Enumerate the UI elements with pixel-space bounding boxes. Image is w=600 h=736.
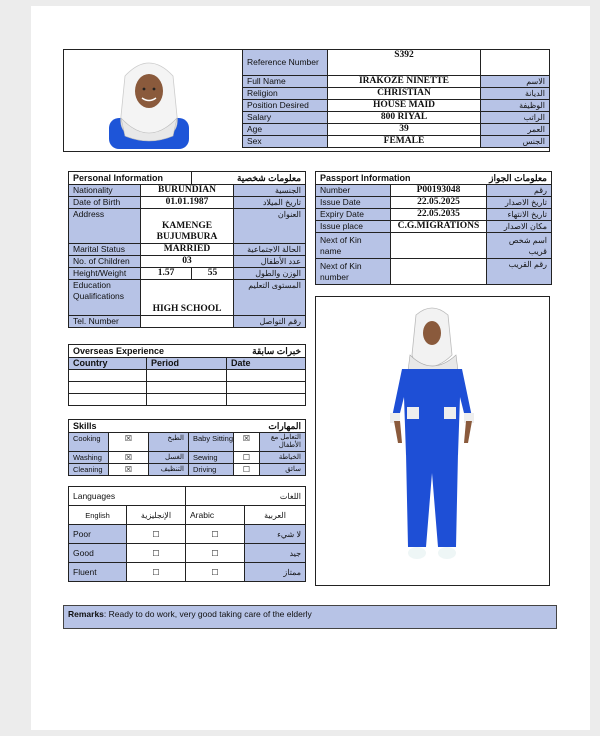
tel-ar: رقم التواصل: [234, 316, 306, 328]
skills-title: Skills: [69, 420, 189, 433]
education-ar: المستوى التعليم: [234, 280, 306, 316]
education-label: [69, 280, 141, 316]
age-label: Age: [243, 124, 328, 136]
kin-number-label: [316, 259, 391, 285]
skill-cleaning-checkbox[interactable]: ☒: [109, 464, 149, 476]
education-label-line2: Qualifications: [73, 291, 125, 301]
overseas-title-ar: خبرات سابقة: [227, 345, 306, 358]
passport-number-value: P00193048: [391, 185, 487, 197]
overseas-table: [68, 344, 306, 406]
skill-driving-ar: سائق: [260, 464, 306, 476]
skill-cleaning-label: Cleaning: [69, 464, 109, 476]
salary-label: Salary: [243, 112, 328, 124]
dob-value: 01.01.1987: [141, 197, 234, 209]
skill-cooking-ar: الطبخ: [149, 433, 189, 452]
skill-washing-checkbox[interactable]: ☒: [109, 452, 149, 464]
education-label-line1: Education: [73, 280, 111, 290]
religion-value: CHRISTIAN: [328, 88, 481, 100]
sex-value: FEMALE: [328, 136, 481, 148]
full-name-ar: الاسم: [481, 76, 550, 88]
remarks-text: : Ready to do work, very good taking care of the elderly: [103, 609, 312, 619]
issue-place-ar: مكان الاصدار: [487, 221, 552, 233]
address-line1: KAMENGE: [161, 221, 213, 231]
lang-poor-arabic-checkbox[interactable]: ☐: [186, 525, 245, 544]
age-value: 39: [328, 124, 481, 136]
lang-good-arabic-checkbox[interactable]: ☐: [186, 544, 245, 563]
skills-title-ar: المهارات: [189, 420, 306, 433]
address-value: [141, 209, 234, 244]
passport-number-ar: رقم: [487, 185, 552, 197]
cv-page: [31, 6, 590, 730]
overseas-cell: [147, 382, 227, 394]
position-label: Position Desired: [243, 100, 328, 112]
expiry-date-ar: تاريخ الانتهاء: [487, 209, 552, 221]
overseas-cell: [147, 394, 227, 406]
height-weight-label: Height/Weight: [69, 268, 141, 280]
kin-name-ar-line2: قريب: [528, 246, 547, 256]
kin-number-label-line1: Next of Kin: [320, 260, 362, 271]
skills-table: [68, 419, 306, 476]
dob-label: Date of Birth: [69, 197, 141, 209]
reference-value: S392: [328, 50, 481, 76]
lang-level-good: Good: [69, 544, 127, 563]
lang-arabic-label: Arabic: [186, 506, 245, 525]
tel-label: Tel. Number: [69, 316, 141, 328]
lang-fluent-english-checkbox[interactable]: ☐: [127, 563, 186, 582]
skill-sewing-ar: الخياطة: [260, 452, 306, 464]
full-name-value: IRAKOZE NINETTE: [328, 76, 481, 88]
kin-name-ar-line1: اسم شخص: [508, 235, 547, 245]
children-label: No. of Children: [69, 256, 141, 268]
skill-babysitting-label: Baby Sitting: [189, 433, 234, 452]
overseas-title: Overseas Experience: [69, 345, 227, 358]
marital-ar: الحالة الاجتماعية: [234, 244, 306, 256]
lang-english-label: English: [69, 506, 127, 525]
education-value: HIGH SCHOOL: [141, 280, 234, 316]
position-ar: الوظيفة: [481, 100, 550, 112]
header-table: [242, 49, 550, 148]
position-value: HOUSE MAID: [328, 100, 481, 112]
issue-date-label: Issue Date: [316, 197, 391, 209]
skill-sewing-checkbox[interactable]: ☐: [234, 452, 260, 464]
tel-value: [141, 316, 234, 328]
nationality-label: Nationality: [69, 185, 141, 197]
skill-cooking-checkbox[interactable]: ☒: [109, 433, 149, 452]
dob-ar: تاريخ الميلاد: [234, 197, 306, 209]
marital-value: MARRIED: [141, 244, 234, 256]
languages-title: Languages: [69, 487, 186, 506]
religion-ar: الديانة: [481, 88, 550, 100]
kin-number-value: [391, 259, 487, 285]
lang-fluent-arabic-checkbox[interactable]: ☐: [186, 563, 245, 582]
overseas-cell: [69, 382, 147, 394]
address-line2: BUJUMBURA: [156, 232, 218, 242]
passport-info-table: [315, 171, 552, 285]
height-weight-ar: الوزن والطول: [234, 268, 306, 280]
lang-level-fluent: Fluent: [69, 563, 127, 582]
children-ar: عدد الأطفال: [234, 256, 306, 268]
reference-label: Reference Number: [243, 50, 328, 76]
skill-babysitting-ar: [260, 433, 306, 452]
weight-value: 55: [192, 268, 234, 280]
languages-table: [68, 486, 306, 582]
age-ar: العمر: [481, 124, 550, 136]
personal-info-table: [68, 171, 306, 328]
lang-level-fluent-ar: ممتاز: [245, 563, 306, 582]
lang-good-english-checkbox[interactable]: ☐: [127, 544, 186, 563]
remarks-box: [63, 605, 557, 629]
overseas-col-period: Period: [147, 358, 227, 370]
issue-date-ar: تاريخ الاصدار: [487, 197, 552, 209]
skill-cleaning-ar: التنظيف: [149, 464, 189, 476]
issue-place-value: C.G.MIGRATIONS: [391, 221, 487, 233]
passport-title: Passport Information: [316, 172, 391, 185]
nationality-ar: الجنسية: [234, 185, 306, 197]
personal-title-ar: معلومات شخصية: [192, 172, 306, 185]
overseas-cell: [69, 370, 147, 382]
kin-name-ar: [487, 233, 552, 259]
overseas-cell: [227, 382, 306, 394]
overseas-col-date: Date: [227, 358, 306, 370]
full-name-label: Full Name: [243, 76, 328, 88]
portrait-photo: [103, 56, 195, 149]
children-value: 03: [141, 256, 234, 268]
kin-number-label-line2: number: [320, 271, 349, 282]
skill-babysitting-checkbox[interactable]: ☒: [234, 433, 260, 452]
marital-label: Marital Status: [69, 244, 141, 256]
lang-english-ar: الإنجليزية: [127, 506, 186, 525]
overseas-col-country: Country: [69, 358, 147, 370]
overseas-cell: [227, 370, 306, 382]
sex-label: Sex: [243, 136, 328, 148]
languages-title-ar: اللغات: [186, 487, 306, 506]
remarks-label: Remarks: [68, 609, 104, 619]
expiry-date-value: 22.05.2035: [391, 209, 487, 221]
overseas-cell: [227, 394, 306, 406]
skill-sewing-label: Sewing: [189, 452, 234, 464]
passport-title-ar: معلومات الجواز: [487, 172, 552, 185]
salary-ar: الراتب: [481, 112, 550, 124]
height-value: 1.57: [141, 268, 192, 280]
nationality-value: BURUNDIAN: [141, 185, 234, 197]
issue-place-label: Issue place: [316, 221, 391, 233]
overseas-cell: [147, 370, 227, 382]
skill-washing-ar: الغسل: [149, 452, 189, 464]
religion-label: Religion: [243, 88, 328, 100]
personal-title: Personal Information: [69, 172, 192, 185]
sex-ar: الجنس: [481, 136, 550, 148]
skill-cooking-label: Cooking: [69, 433, 109, 452]
lang-arabic-ar: العربية: [245, 506, 306, 525]
lang-level-poor-ar: لا شيء: [245, 525, 306, 544]
kin-name-label-line2: name: [320, 245, 342, 256]
issue-date-value: 22.05.2025: [391, 197, 487, 209]
lang-level-poor: Poor: [69, 525, 127, 544]
skill-driving-label: Driving: [189, 464, 234, 476]
skill-washing-label: Washing: [69, 452, 109, 464]
expiry-date-label: Expiry Date: [316, 209, 391, 221]
kin-name-label-line1: Next of Kin: [320, 234, 362, 245]
kin-number-ar: رقم القريب: [487, 259, 552, 285]
full-body-photo: [315, 296, 550, 586]
overseas-cell: [69, 394, 147, 406]
skill-driving-checkbox[interactable]: ☐: [234, 464, 260, 476]
skill-babysitting-ar-line2: الأطفال: [278, 442, 301, 449]
salary-value: 800 RIYAL: [328, 112, 481, 124]
passport-number-label: Number: [316, 185, 391, 197]
kin-name-label: [316, 233, 391, 259]
address-ar: العنوان: [234, 209, 306, 244]
address-label: Address: [69, 209, 141, 244]
kin-name-value: [391, 233, 487, 259]
lang-level-good-ar: جيد: [245, 544, 306, 563]
skill-babysitting-ar-line1: التعامل مع: [270, 434, 301, 441]
lang-poor-english-checkbox[interactable]: ☐: [127, 525, 186, 544]
